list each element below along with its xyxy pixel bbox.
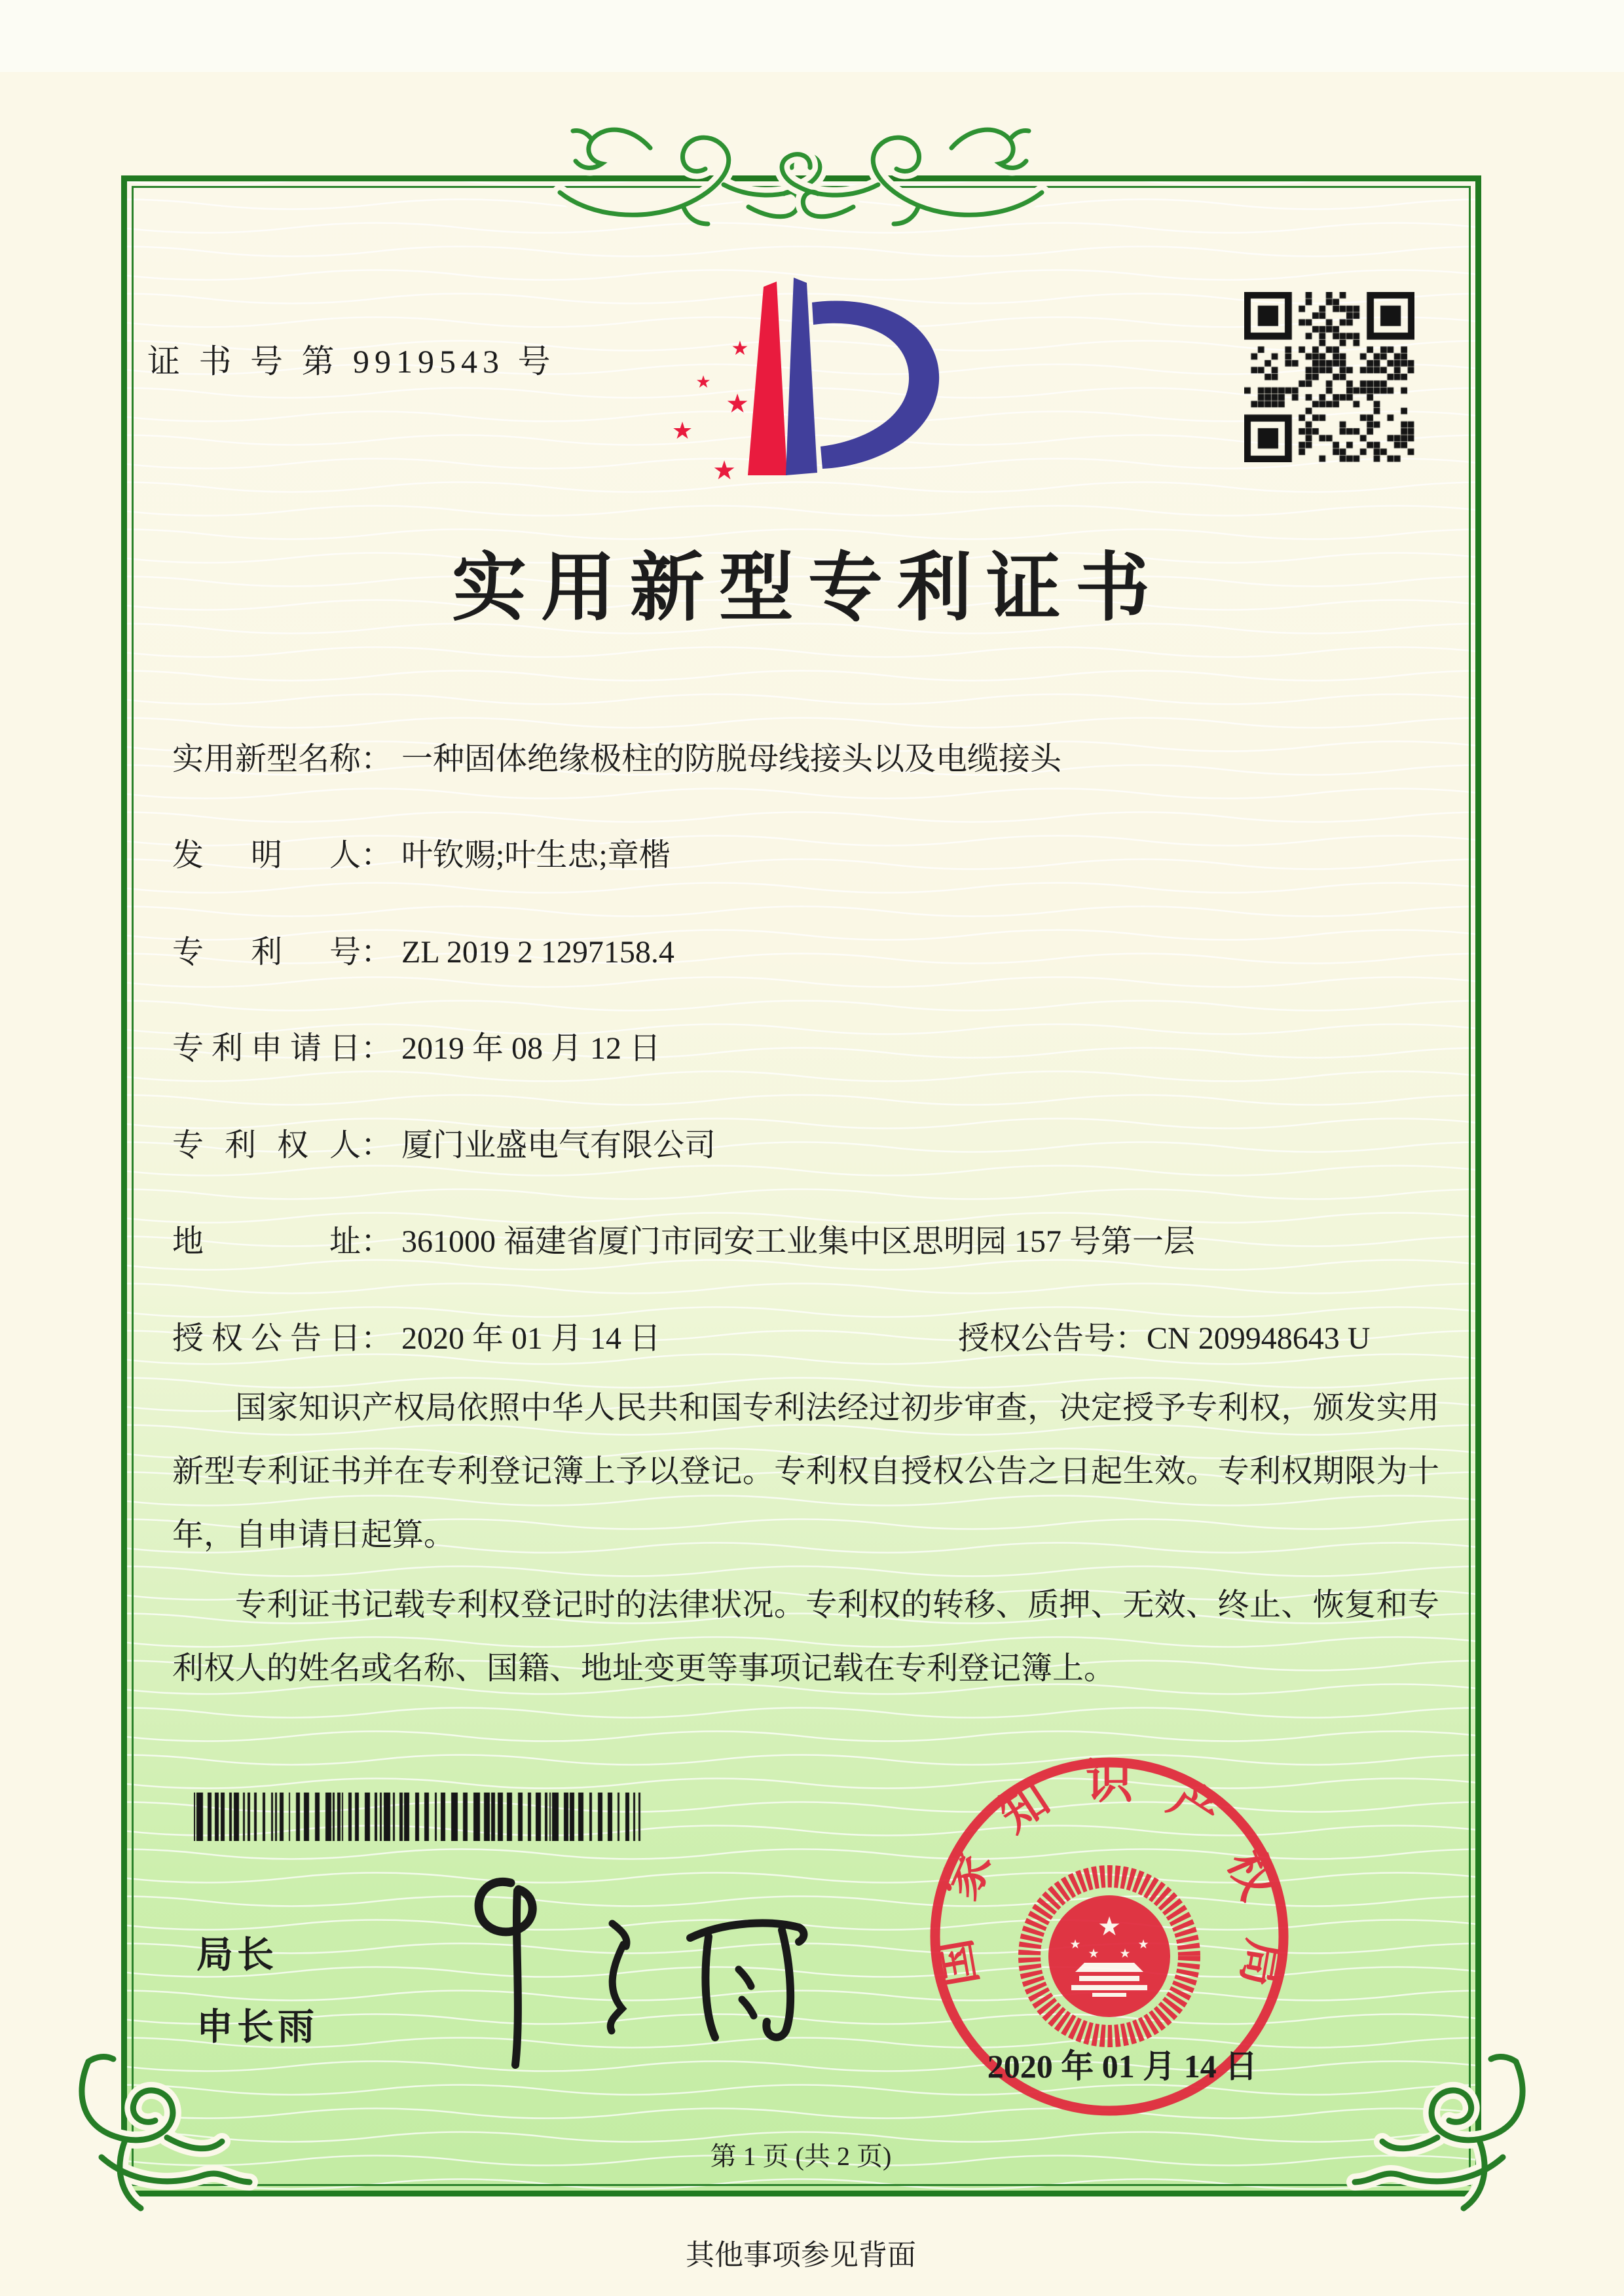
logo-star-icon: ★ [731,337,749,360]
field-row [172,733,1061,778]
signer-name: 申长雨 [196,2006,318,2047]
certificate-number: 证 书 号 第 9919543 号 [147,343,556,380]
field-colon: ： [361,1224,393,1259]
field-colon: ： [1115,1321,1147,1356]
svg-text:★: ★ [1137,1937,1149,1952]
field-row [172,1216,1195,1261]
legal-paragraph-1: 国家知识产权局依照中华人民共和国专利法经过初步审查，决定授予专利权，颁发实用新型专利证书并在专利登记簿上予以登记。专利权自授权公告之日起生效。专利权期限为十年，自申请日起算。 [172,1391,1439,1552]
logo-star-icon: ★ [712,456,736,486]
svg-text:国家知识产权局: 国家知识产权局 [927,1755,1292,1991]
corner-ornament-right [1346,2052,1542,2216]
cnipa-logo [648,275,956,491]
qr-code [1244,292,1414,462]
certificate-title: 实用新型专利证书 [451,547,1164,630]
svg-text:★: ★ [1098,1912,1121,1942]
signature [413,1861,845,2083]
field-value: 2019 年 08 月 12 日 [401,1031,661,1066]
grant-number-pair [958,1313,1370,1358]
field-row [172,829,671,875]
field-row [172,926,674,972]
svg-text:★: ★ [1088,1946,1099,1961]
grant-number-label: 授权公告号 [958,1321,1116,1356]
field-value: 厦门业盛电气有限公司 [401,1128,716,1163]
field-value: ZL 2019 2 1297158.4 [401,935,674,970]
logo-red-wedge [748,282,787,475]
logo-p-bowl [812,301,939,469]
field-colon: ： [361,1031,393,1066]
logo-star-icon: ★ [726,389,749,419]
official-seal-icon [887,1714,1332,2159]
back-note: 其他事项参见背面 [686,2239,916,2271]
field-label: 专利号 [172,935,361,970]
field-label: 专利申请日 [172,1031,361,1066]
legal-text [172,1376,1439,1700]
field-colon: ： [361,1128,393,1163]
field-row [172,1023,661,1068]
field-value: 一种固体绝缘极柱的防脱母线接头以及电缆接头 [401,742,1062,776]
legal-paragraph-2: 专利证书记载专利权登记时的法律状况。专利权的转移、质押、无效、终止、恢复和专利权人的姓名或名称、国籍、地址变更等事项记载在专利登记簿上。 [172,1588,1439,1686]
corner-ornament-left [62,2052,259,2216]
field-value: 叶钦赐;叶生忠;章楷 [401,838,671,873]
field-colon: ： [361,838,393,873]
field-value: 2020 年 01 月 14 日 [401,1321,661,1356]
page-indicator: 第 1 页 (共 2 页) [710,2141,892,2171]
field-colon: ： [361,742,393,776]
svg-text:★: ★ [1119,1946,1131,1961]
field-row [172,1120,716,1165]
national-emblem [1029,1876,1189,2036]
logo-star-icon: ★ [695,373,711,392]
field-row-grant [172,1313,1482,1358]
barcode [194,1793,646,1841]
issue-date: 2020 年 01 月 14 日 [987,2048,1258,2085]
field-label: 发明人 [172,838,361,873]
svg-text:★: ★ [1069,1937,1081,1952]
field-colon: ： [361,1321,393,1356]
field-label: 授权公告日 [172,1321,361,1356]
dragon-ornament [552,122,1050,246]
grant-number-value: CN 209948643 U [1147,1321,1371,1356]
field-label: 专利权人 [172,1128,361,1163]
field-label: 地址 [172,1224,361,1259]
field-label: 实用新型名称 [172,742,361,776]
field-colon: ： [361,935,393,970]
signer-title: 局长 [196,1934,278,1975]
logo-star-icon: ★ [671,418,693,445]
field-value: 361000 福建省厦门市同安工业集中区思明园 157 号第一层 [401,1224,1196,1259]
scan-edge [0,0,1624,72]
